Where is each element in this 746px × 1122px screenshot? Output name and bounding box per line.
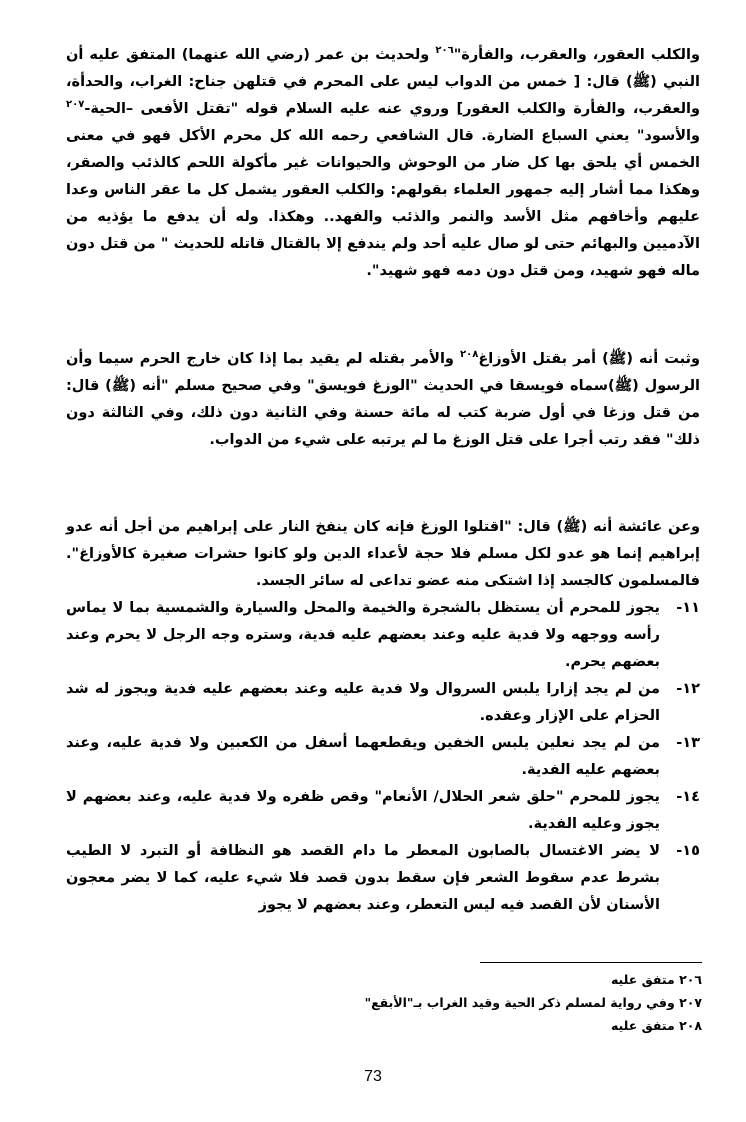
list-item-number: ١٥- <box>676 843 700 859</box>
main-text <box>66 42 700 285</box>
paragraph-1-part-b: ولحديث بن عمر (رضي الله عنهما) المتفق عليه أن النبي (ﷺ) قال: [ خمس من الدواب ليس على المحرم في قتلهن جناح: الغراب، والحدأة، والعقرب، والفأرة والكلب العقور] وروي عنه عليه السلام قوله "تقتل الأفعى –الحية- <box>66 47 700 117</box>
footnote-separator <box>480 962 702 963</box>
list-item-number: ١٢- <box>676 681 700 697</box>
list-item <box>66 676 700 730</box>
list-item-number: ١٤- <box>676 789 700 805</box>
footnote-ref-206: ٢٠٦ <box>435 45 454 57</box>
list-item-text: يجوز للمحرم أن يستظل بالشجرة والخيمة والمحل والسيارة والشمسية بما لا يماس رأسه ووجهه ولا فدية عليه وعند بعضهم عليه فدية، وستره وجه الرجل لا يحرم وعند بعضهم يحرم. <box>66 600 660 670</box>
footnotes <box>300 968 702 1037</box>
footnote-ref-208: ٢٠٨ <box>460 349 479 361</box>
paragraph-2-block <box>66 346 700 454</box>
paragraph-2 <box>66 346 700 454</box>
footnote-ref-207: ٢٠٧ <box>66 99 85 111</box>
paragraph-1 <box>66 42 700 285</box>
list-item <box>66 595 700 676</box>
footnote-208: ٢٠٨ متفق عليه <box>610 1018 702 1033</box>
paragraph-3-block <box>66 514 700 919</box>
paragraph-2-part-b: والأمر بقتله لم يقيد بما إذا كان خارج الحرم سيما وأن الرسول (ﷺ)سماه فويسقا في الحديث "الوزغ فويسق" وفي صحيح مسلم "أنه (ﷺ) قال: من قتل وزغا في أول ضربة كتب له مائة حسنة وفي الثانية دون ذلك، وفي الثالثة دون ذلك" فقد رتب أجرا على قتل الوزغ ما لم يرتبه على شيء من الدواب. <box>66 351 700 448</box>
list-item-text: من لم يجد نعلين يلبس الخفين ويقطعهما أسفل من الكعبين ولا فدية عليه، وعند بعضهم عليه الفدية. <box>66 735 660 778</box>
paragraph-2-part-a: وثبت أنه (ﷺ) أمر بقتل الأوزاغ <box>478 351 700 367</box>
list-item <box>66 730 700 784</box>
list-item-text: من لم يجد إزارا يلبس السروال ولا فدية عليه وعند بعضهم عليه فدية ويجوز له شد الحزام على الإزار وعقده. <box>66 681 660 724</box>
list-item-text: يجوز للمحرم "حلق شعر الحلال/ الأنعام" وقص ظفره ولا فدية عليه، وعند بعضهم لا يجوز وعليه الفدية. <box>66 789 660 832</box>
list-item-number: ١١- <box>676 600 700 616</box>
paragraph-1-part-a: والكلب العقور، والعقرب، والفأرة" <box>453 47 700 63</box>
footnote-206: ٢٠٦ متفق عليه <box>610 972 702 987</box>
numbered-list <box>66 595 700 919</box>
list-item <box>66 838 700 919</box>
page-number: 73 <box>364 1068 382 1085</box>
list-item <box>66 784 700 838</box>
list-item-number: ١٣- <box>676 735 700 751</box>
paragraph-3: وعن عائشة أنه (ﷺ) قال: "اقتلوا الوزغ فإنه كان ينفخ النار على إبراهيم من أجل أنه عدو إبراهيم إنما هو عدو لكل مسلم فلا حجة لأعداء الدين ولو كانوا حشرات صغيرة كالأوزاغ". فالمسلمون كالجسد إذا اشتكى منه عضو تداعى له سائر الجسد. <box>66 519 700 589</box>
list-item-text: لا يضر الاغتسال بالصابون المعطر ما دام القصد هو النظافة أو التبرد لا الطيب بشرط عدم سقوط الشعر فإن سقط بدون قصد فلا شيء عليه، كما لا يضر معجون الأسنان لأن القصد فيه ليس التعطر، وعند بعضهم لا يجوز <box>66 843 660 913</box>
footnote-207: ٢٠٧ وفي رواية لمسلم ذكر الحية وقيد الغراب بـ"الأبقع" <box>364 995 702 1010</box>
paragraph-1-part-c: والأسود" يعني السباع الضارة. قال الشافعي رحمه الله كل محرم الأكل فهو في معنى الخمس أي يلحق بها كل ضار من الوحوش والحيوانات غير مأكولة اللحم كالذئب والصقر، وهكذا مما أشار إليه جمهور العلماء بقولهم: والكلب العقور يشمل كل ما عقر الناس وعدا عليهم وأخافهم مثل الأسد والنمر والذئب والفهد.. وهكذا. وله أن يدفع ما يؤذيه من الآدميين والبهائم حتى لو صال عليه أحد ولم يندفع إلا بالقتال قاتله للحديث " من قتل دون ماله فهو شهيد، ومن قتل دون دمه فهو شهيد". <box>66 128 700 279</box>
